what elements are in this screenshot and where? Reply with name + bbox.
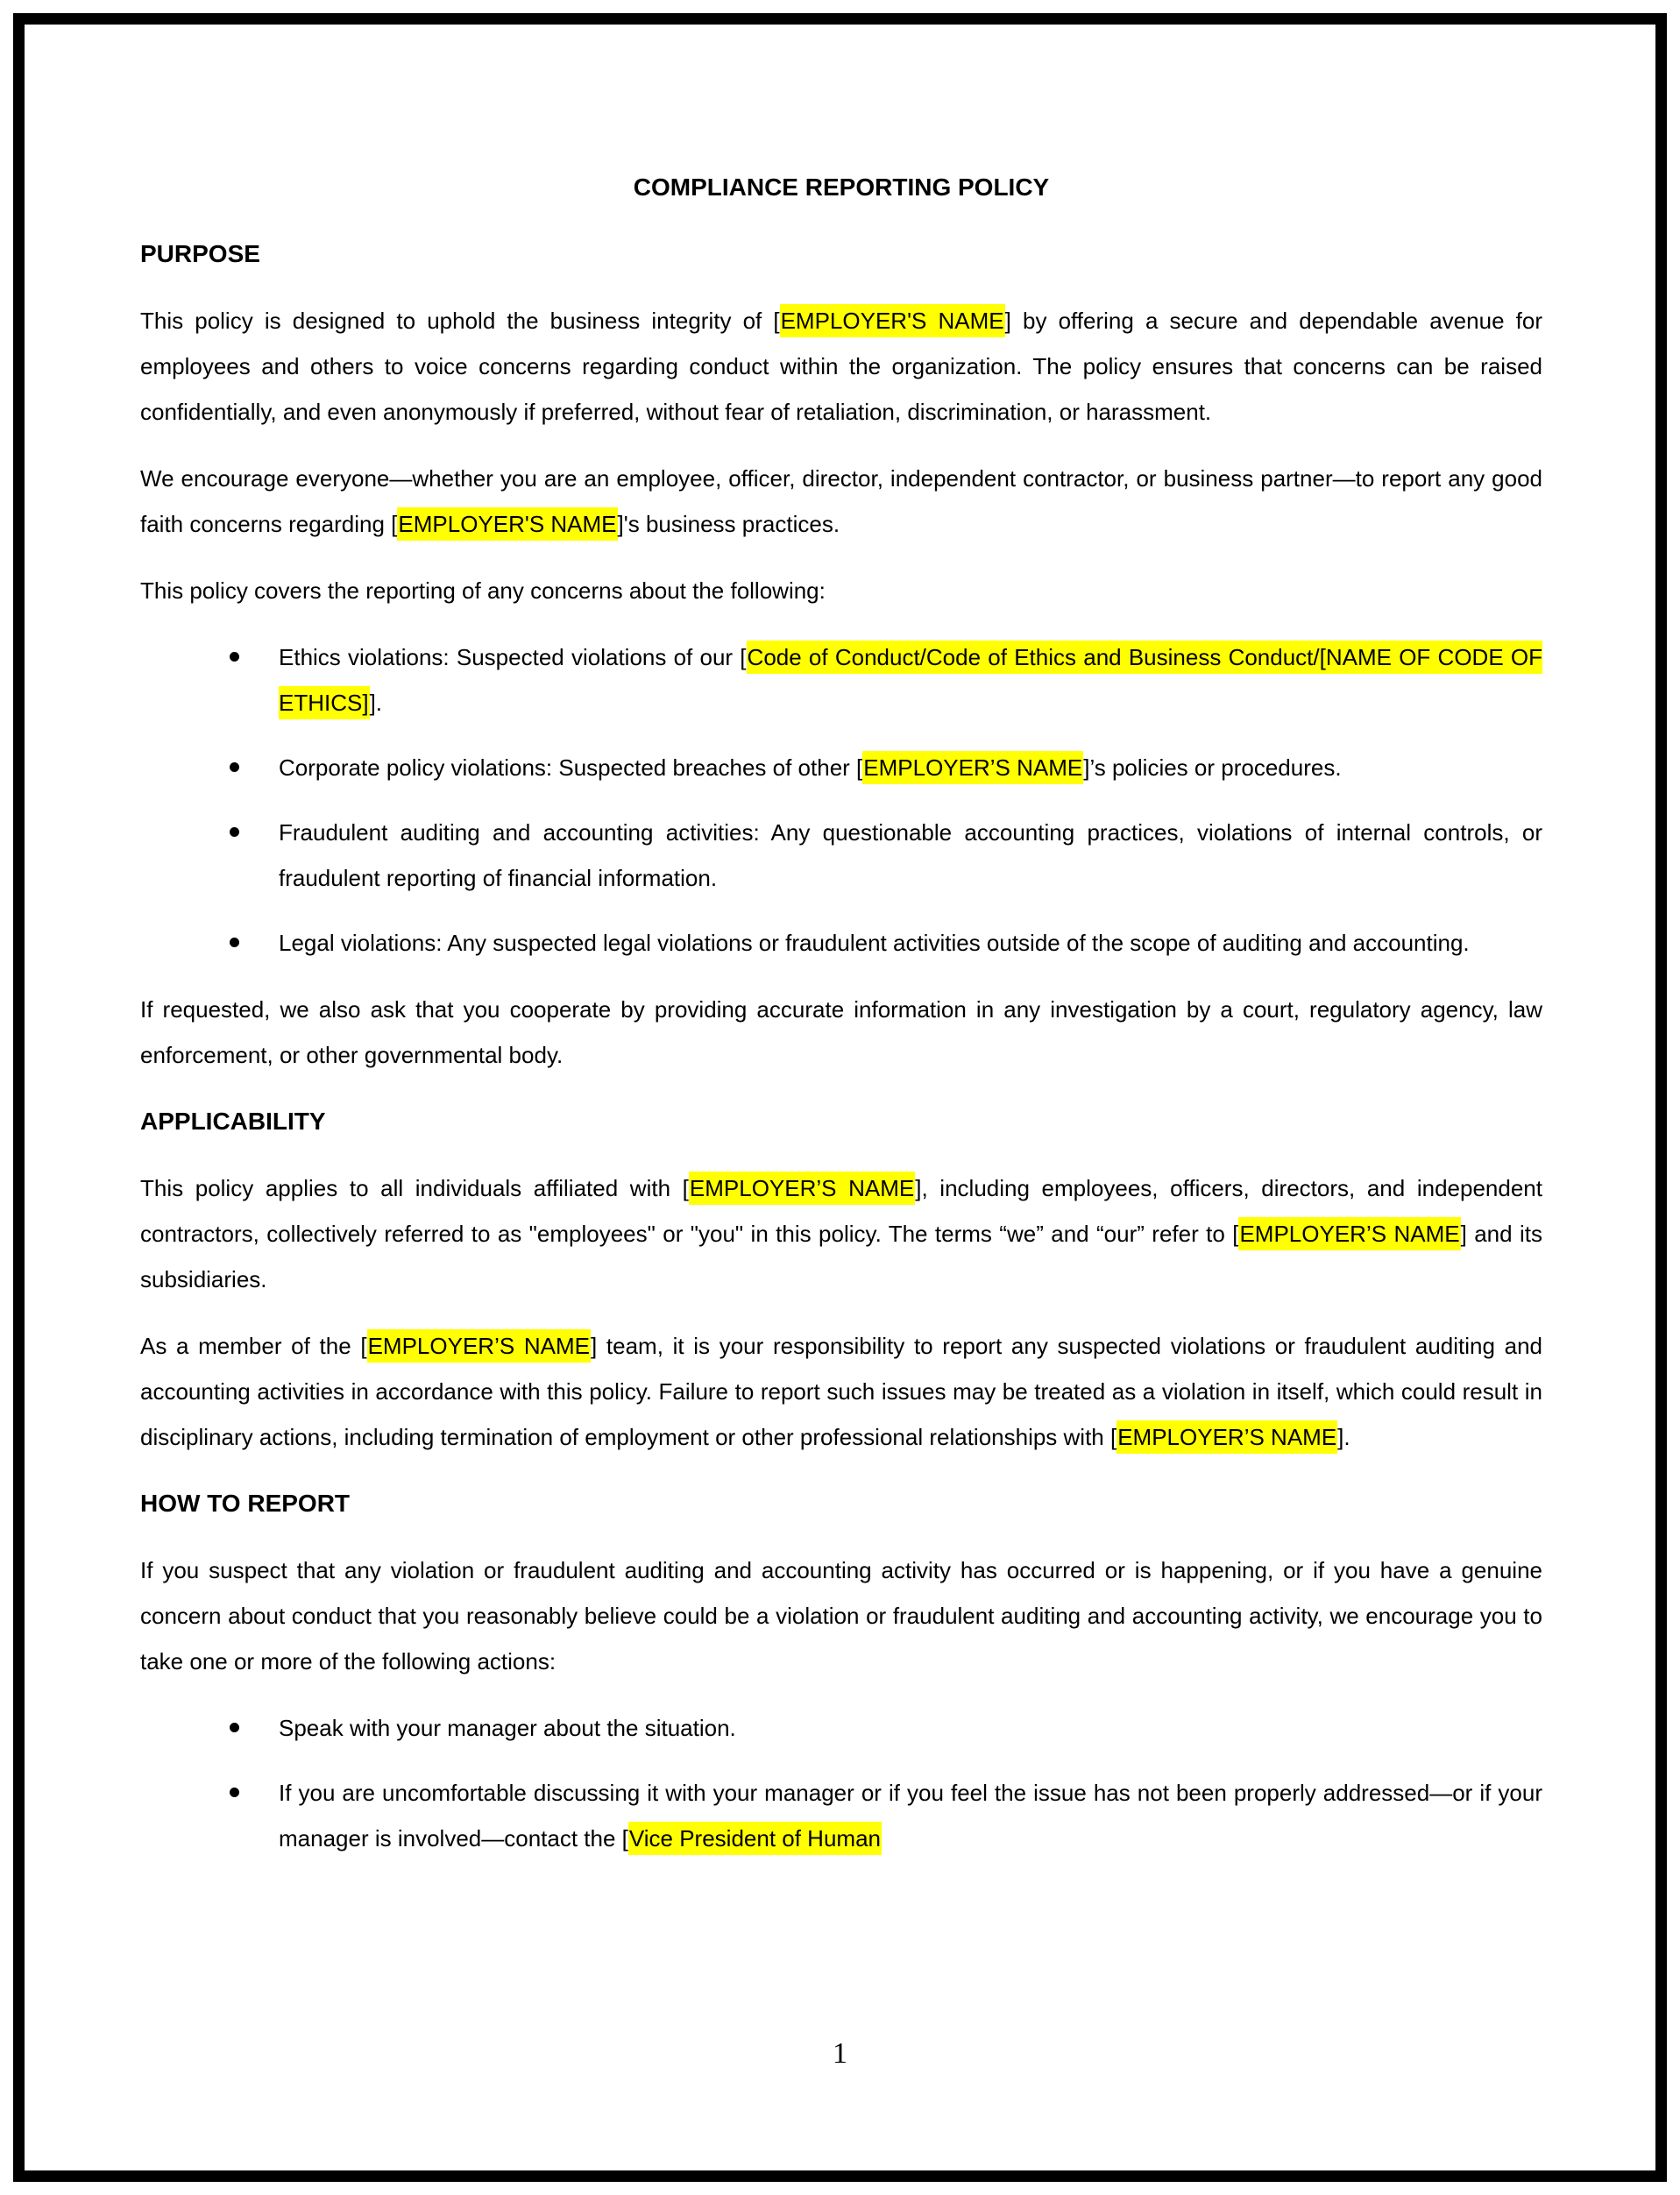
bullet-list [140,634,1542,966]
text-run: If requested, we also ask that you cooperate by providing accurate information in any investigation by a court, regulatory agency, law enforcement, or other governmental body. [140,996,1542,1068]
paragraph [140,987,1542,1078]
page-number: 1 [833,2037,847,2070]
section-heading: APPLICABILITY [140,1108,326,1135]
text-run: If you are uncomfortable discussing it with your manager or if you feel the issue has not been properly addressed—or if your manager is involved—contact the [ [279,1780,1542,1852]
highlighted-placeholder: EMPLOYER’S NAME [367,1329,591,1363]
bullet-text [279,641,1542,719]
highlighted-placeholder: EMPLOYER'S NAME [780,304,1005,337]
bullet-list [140,1705,1542,1861]
paragraph [140,1165,1542,1302]
text-run: ] team, it is your responsibility to report any suspected violations or fraudulent auditing and accounting activities in accordance with this policy. Failure to report such issues may be treated as a violation in itself, which could result in disciplinary actions, including termination of employment or other professional relationships with [ [140,1333,1542,1450]
section-heading: PURPOSE [140,240,260,267]
paragraph [140,568,1542,613]
highlighted-placeholder: EMPLOYER’S NAME [862,751,1083,784]
bullet-item [228,1770,1542,1861]
highlighted-placeholder: Code of Conduct/Code of Ethics and Business Conduct/[NAME OF CODE OF ETHICS] [279,641,1542,719]
text-run: ]'s business practices. [617,511,840,537]
text-run: Ethics violations: Suspected violations of our [ [279,644,747,670]
highlighted-placeholder: EMPLOYER’S NAME [689,1172,915,1205]
bullet-icon [230,1723,239,1732]
highlighted-placeholder: EMPLOYER’S NAME [1238,1217,1460,1250]
text-run: ] and its subsidiaries. [140,1221,1542,1292]
text-run: As a member of the [ [140,1333,367,1359]
paragraph [140,456,1542,547]
text-run: This policy applies to all individuals affiliated with [ [140,1175,689,1201]
text-run: Fraudulent auditing and accounting activities: Any questionable accounting practices, violations of internal controls, or fraudulent reporting of financial information. [279,819,1542,891]
paragraph [140,298,1542,435]
text-run: ]’s policies or procedures. [1083,754,1342,781]
document-body [140,231,1542,1861]
text-run: Corporate policy violations: Suspected breaches of other [ [279,754,863,781]
bullet-item [228,634,1542,726]
paragraph [140,1323,1542,1460]
text-run: Legal violations: Any suspected legal violations or fraudulent activities outside of the scope of auditing and accounting. [279,930,1470,956]
highlighted-placeholder: EMPLOYER’S NAME [1116,1420,1337,1454]
bullet-icon [230,827,239,837]
bullet-icon [230,938,239,947]
highlighted-placeholder: EMPLOYER'S NAME [397,507,617,541]
text-run: Speak with your manager about the situation. [279,1715,736,1741]
text-run: ], including employees, officers, directors, and independent contractors, collectively referred to as "employees" or "you" in this policy. The terms “we” and “our” refer to [ [140,1175,1542,1247]
text-run: ] by offering a secure and dependable avenue for employees and others to voice concerns regarding conduct within the organization. The policy ensures that concerns can be raised confidentially, and even anonymously if preferred, without fear of retaliation, discrimination, or harassment. [140,308,1542,425]
section-heading: HOW TO REPORT [140,1490,351,1517]
document-title: COMPLIANCE REPORTING POLICY [633,173,1050,201]
bullet-text [279,1715,736,1741]
highlighted-placeholder: Vice President of Human [628,1822,882,1855]
bullet-item [228,810,1542,901]
bullet-item [228,1705,1542,1751]
bullet-text [279,1780,1542,1855]
bullet-item [228,920,1542,966]
bullet-icon [230,652,239,662]
bullet-icon [230,762,239,772]
bullet-text [279,819,1542,891]
bullet-item [228,745,1542,790]
text-run: ]. [1337,1424,1350,1450]
bullet-text [279,751,1342,784]
text-run: We encourage everyone—whether you are an employee, officer, director, independent contractor, or business partner—to report any good faith concerns regarding [ [140,465,1542,537]
text-run: This policy covers the reporting of any concerns about the following: [140,577,826,604]
paragraph [140,1547,1542,1684]
bullet-text [279,930,1470,956]
text-run: This policy is designed to uphold the business integrity of [ [140,308,780,334]
text-run: ]. [369,690,383,716]
text-run: If you suspect that any violation or fraudulent auditing and accounting activity has occurred or is happening, or if you have a genuine concern about conduct that you reasonably believe could be a violation or fraudulent auditing and accounting activity, we encourage you to take one or more of the following actions: [140,1557,1542,1675]
bullet-icon [230,1788,239,1797]
